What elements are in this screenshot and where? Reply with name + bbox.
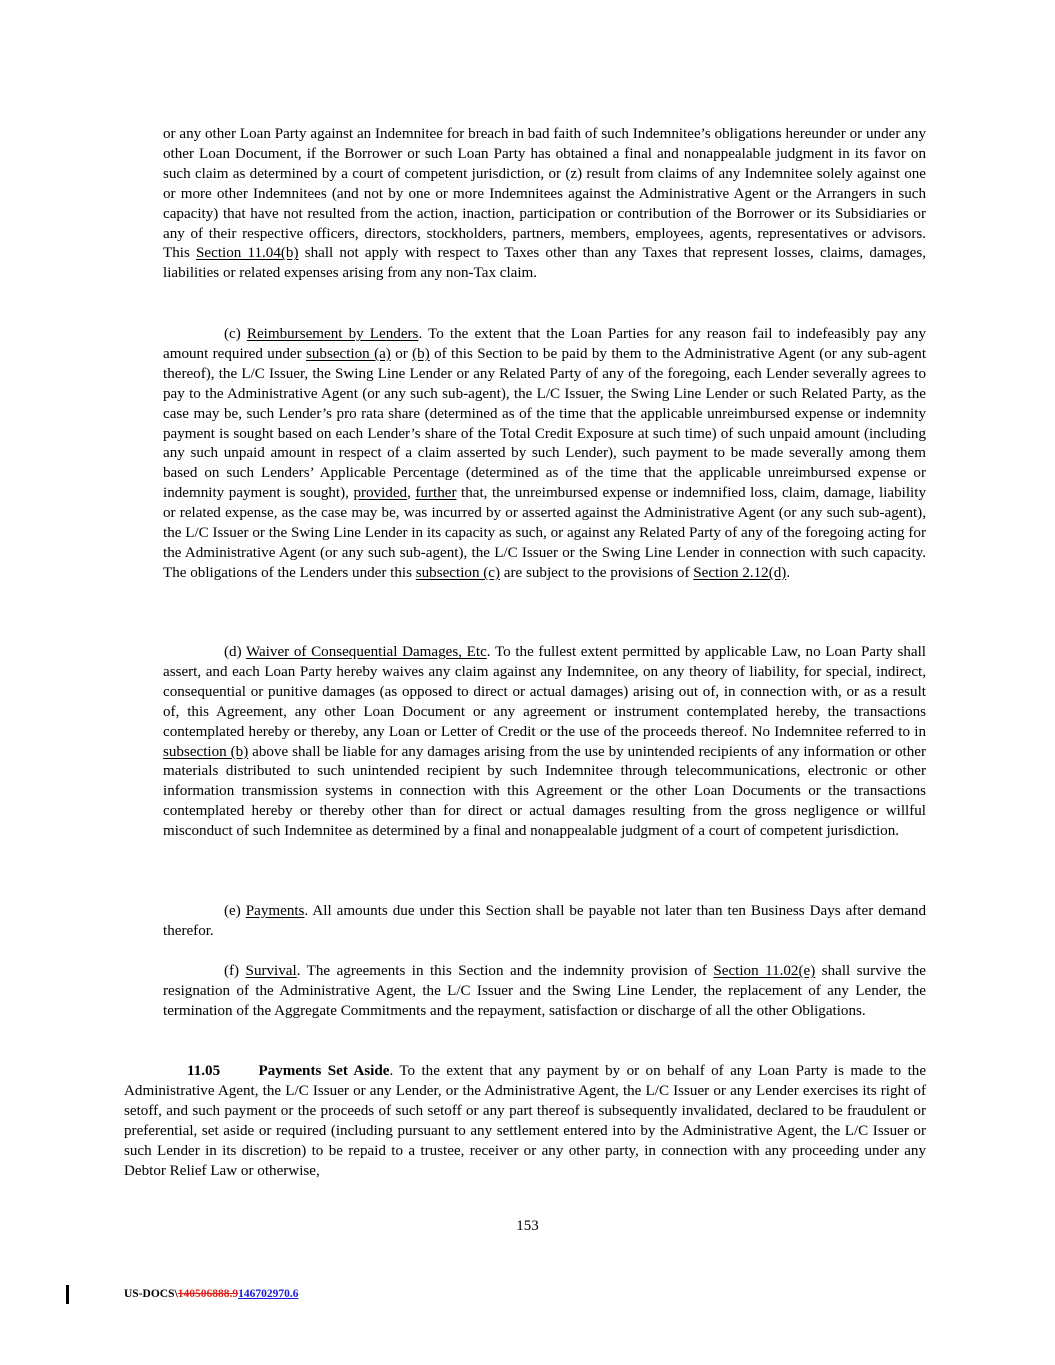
section-heading: Payments Set Aside xyxy=(258,1063,390,1079)
inserted-doc-id: 146702970.6 xyxy=(238,1288,299,1300)
section-ref-2-12d: Section 2.12(d) xyxy=(693,564,787,581)
change-bar xyxy=(66,1285,69,1304)
heading-waiver: Waiver of Consequential Damages, Etc xyxy=(245,644,487,660)
section-ref-11-04b: Section 11.04(b) xyxy=(196,245,299,262)
section-ref-11-02e: Section 11.02(e) xyxy=(713,963,816,979)
document-id-footer: US-DOCS\140506888.9146702970.6 xyxy=(124,1288,299,1300)
deleted-doc-id: 140506888.9 xyxy=(177,1288,239,1300)
paragraph-f-survival: (f) Survival. The agreements in this Section and the indemnity provision of Section 11.02(e) shall survive the resignation of the Administrative Agent, the L/C Issuer and the Swing Line Lender, the replacement of any Lender, the termination of the Aggregate Commitments and the repayment, satisfaction or discharge of all the other Obligations. xyxy=(163,963,927,1019)
heading-payments: Payments xyxy=(245,903,305,919)
section-11-05: 11.05 Payments Set Aside. To the extent that any payment by or on behalf of any Loan Party is made to the Administrative Agent, the L/C Issuer or any Lender, or the Administrative Agent, the L/C Issuer or any Lender exercises its right of setoff, and such payment or the proceeds of such setoff or any part thereof is subsequently invalidated, declared to be fraudulent or preferential, set aside or required (including pursuant to any settlement entered into by the Administrative Agent, the L/C Issuer or such Lender in its discretion) to be repaid to a trustee, receiver or any other party, in connection with any proceeding under any Debtor Relief Law or otherwise, xyxy=(124,1063,927,1179)
paragraph-d-waiver: (d) Waiver of Consequential Damages, Etc. To the fullest extent permitted by applicable Law, no Loan Party shall assert, and each Loan Party hereby waives any claim against any Indemnitee, on any theory of liability, for special, indirect, consequential or punitive damages (as opposed to direct or actual damages) arising out of, in connection with, or as a result of, this Agreement, any other Loan Document or any agreement or instrument contemplated hereby, the transactions contemplated hereby or thereby, any Loan or Letter of Credit or the use of the proceeds thereof. No Indemnitee referred to in subsection (b) above shall be liable for any damages arising from the use by unintended recipients of any information or other materials distributed to such unintended recipient by such Indemnitee through telecommunications, electronic or other information transmission systems in connection with this Agreement or the other Loan Documents or the transactions contemplated hereby or thereby other than for direct or actual damages resulting from the gross negligence or willful misconduct of such Indemnitee as determined by a final and nonappealable judgment of a court of competent jurisdiction. xyxy=(163,644,926,840)
heading-reimbursement: Reimbursement by Lenders xyxy=(246,326,419,342)
heading-survival: Survival xyxy=(245,963,297,979)
paragraph-continuation: or any other Loan Party against an Indemnitee for breach in bad faith of such Indemnitee’s obligations hereunder or under any other Loan Document, if the Borrower or such Loan Party has obtained a final and nonappealable judgment in its favor on such claim as determined by a court of competent jurisdiction, or (z) result from claims of any Indemnitee solely against one or more other Indemnitees (and not by one or more Indemnitees against the Administrative Agent or the Arrangers in such capacity) that have not resulted from the action, inaction, participation or contribution of the Borrower or its Subsidiaries or any of their respective officers, directors, stockholders, partners, members, employees, agents, representatives or advisors. This Section 11.04(b) shall not apply with respect to Taxes other than any Taxes that represent losses, claims, damages, liabilities or related expenses arising from any non-Tax claim. xyxy=(163,126,926,282)
section-number: 11.05 xyxy=(187,1063,221,1079)
page-number: 153 xyxy=(516,1218,539,1234)
paragraph-c-reimbursement: (c) Reimbursement by Lenders. To the extent that the Loan Parties for any reason fail to indefeasibly pay any amount required under subsection (a) or (b) of this Section to be paid by them to the Administrative Agent (or any sub-agent thereof), the L/C Issuer, the Swing Line Lender or any Related Party of any of the foregoing, each Lender severally agrees to pay to the Administrative Agent (or any such sub-agent), the L/C Issuer, the Swing Line Lender or such Related Party, as the case may be, such Lender’s pro rata share (determined as of the time that the applicable unreimbursed expense or indemnity payment is sought based on each Lender’s share of the Total Credit Exposure at such time) of such unpaid amount (including any such unpaid amount in respect of a claim asserted by such Lender), such payment to be made severally among them based on such Lenders’ Applicable Percentage (determined as of the time that the applicable unreimbursed expense or indemnity payment is sought), provided, further that, the unreimbursed expense or indemnified loss, claim, damage, liability or related expense, as the case may be, was incurred by or asserted against the Administrative Agent (or any such sub-agent), the L/C Issuer or the Swing Line Lender in its capacity as such, or against any Related Party of any of the foregoing acting for the Administrative Agent (or any such sub-agent), the L/C Issuer or the Swing Line Lender in connection with such capacity. The obligations of the Lenders under this subsection (c) are subject to the provisions of Section 2.12(d). xyxy=(163,326,927,581)
paragraph-e-payments: (e) Payments. All amounts due under this Section shall be payable not later than ten Business Days after demand therefor. xyxy=(163,903,926,939)
